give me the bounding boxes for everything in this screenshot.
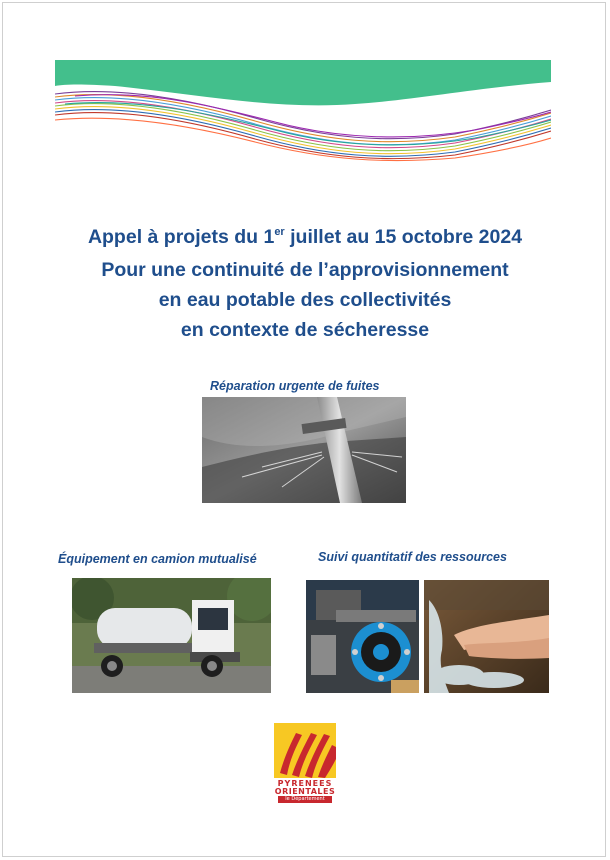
- call-for-projects-title: [0, 222, 610, 345]
- catalan-stripes-emblem: [274, 723, 336, 778]
- leak-repair-photo: [202, 397, 406, 503]
- header-wave-banner: [55, 60, 551, 165]
- water-meter-photo: [306, 580, 419, 693]
- title-line-4: en contexte de sécheresse: [180, 319, 430, 341]
- title-line-2: Pour une continuité de l’approvisionnement: [101, 259, 509, 281]
- tanker-truck-photo: [72, 578, 271, 693]
- leak-repair-caption: Réparation urgente de fuites: [210, 379, 380, 393]
- truck-equipment-caption: Équipement en camion mutualisé: [58, 552, 257, 566]
- resource-monitoring-caption: Suivi quantitatif des ressources: [318, 550, 507, 564]
- logo-text-pyrenees: PYRENEES: [277, 779, 333, 788]
- logo-text-orientales: ORIENTALES: [274, 787, 336, 796]
- hands-water-photo: [424, 580, 549, 693]
- pyrenees-orientales-logo: [274, 723, 336, 803]
- title-line-1: Appel à projets du 1er juillet au 15 octobre 2024: [87, 226, 523, 248]
- title-line-3: en eau potable des collectivités: [158, 289, 452, 311]
- logo-text-departement: le Département: [278, 796, 332, 803]
